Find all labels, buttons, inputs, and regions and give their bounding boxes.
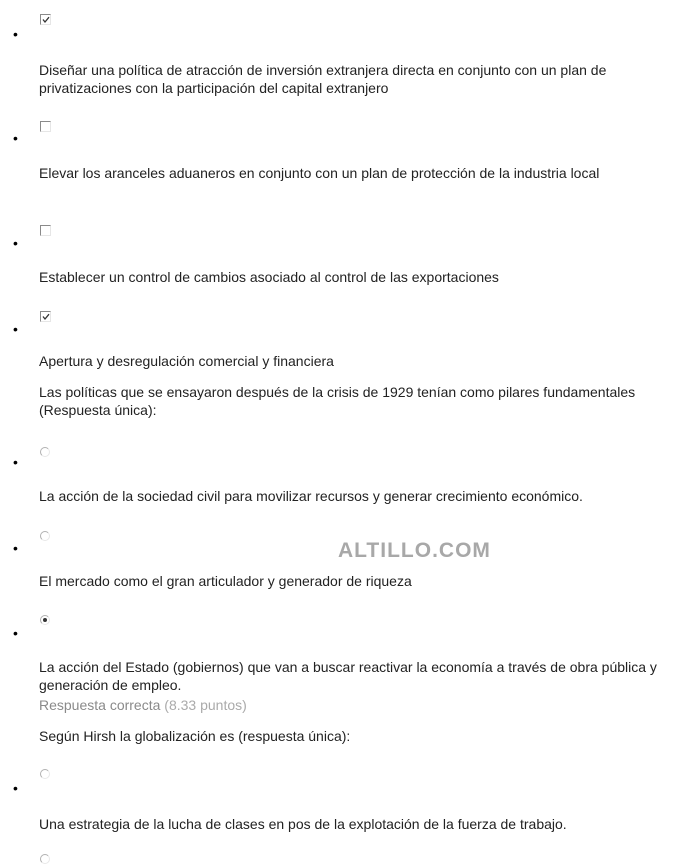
option-radio-4[interactable] xyxy=(40,769,50,779)
feedback-points: (8.33 puntos) xyxy=(164,697,247,713)
option-text-2: Elevar los aranceles aduaneros en conjunto con un plan de protección de la industria local xyxy=(39,165,600,181)
bullet: • xyxy=(13,321,18,337)
feedback-label: Respuesta correcta xyxy=(39,697,161,713)
option-radio-5[interactable] xyxy=(40,854,50,864)
bullet: • xyxy=(13,625,18,641)
bullet: • xyxy=(13,454,18,470)
option-text-8: Una estrategia de la lucha de clases en pos de la explotación de la fuerza de trabajo. xyxy=(39,816,567,832)
watermark: ALTILLO.COM xyxy=(338,539,491,562)
option-text-5: La acción de la sociedad civil para movilizar recursos y generar crecimiento económico. xyxy=(39,488,583,504)
option-text-1: Diseñar una política de atracción de inversión extranjera directa en conjunto con un plan de privatizaciones con la participación del capital extranjero xyxy=(39,62,607,96)
radio-dot-icon xyxy=(43,618,47,622)
option-text-7: La acción del Estado (gobiernos) que van a buscar reactivar la economía a través de obra pública y generación de empleo. xyxy=(39,659,657,693)
bullet: • xyxy=(13,780,18,796)
option-radio-2[interactable] xyxy=(40,531,50,541)
bullet: • xyxy=(13,130,18,146)
option-checkbox-3[interactable] xyxy=(40,225,51,236)
checkmark-icon xyxy=(42,16,50,24)
bullet: • xyxy=(13,235,18,251)
option-checkbox-4[interactable] xyxy=(40,311,51,322)
bullet: • xyxy=(13,540,18,556)
bullet: • xyxy=(13,26,18,42)
option-radio-1[interactable] xyxy=(40,447,50,457)
option-radio-3[interactable] xyxy=(40,615,50,625)
question-prompt: Según Hirsh la globalización es (respuesta única): xyxy=(39,728,351,744)
feedback xyxy=(39,697,247,713)
question-prompt: Las políticas que se ensayaron después de la crisis de 1929 tenían como pilares fundamentales (Respuesta única): xyxy=(39,384,636,418)
option-text-3: Establecer un control de cambios asociado al control de las exportaciones xyxy=(39,269,499,285)
option-checkbox-1[interactable] xyxy=(40,14,51,25)
checkmark-icon xyxy=(42,313,50,321)
option-checkbox-2[interactable] xyxy=(40,121,51,132)
option-text-4: Apertura y desregulación comercial y financiera xyxy=(39,353,334,369)
option-text-6: El mercado como el gran articulador y generador de riqueza xyxy=(39,573,412,589)
